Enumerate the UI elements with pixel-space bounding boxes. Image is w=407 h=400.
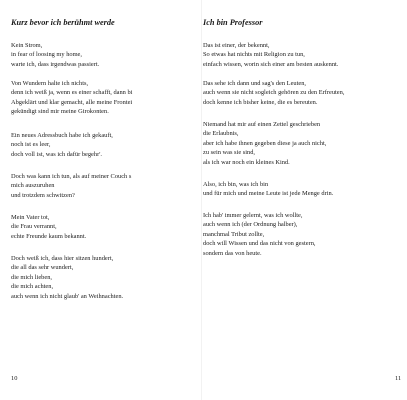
poem-line: denn ich weiß ja, wenn es einer schafft, dann bi — [11, 89, 133, 97]
stanza — [11, 213, 86, 241]
poem-line: Ein neues Adressbuch habe ich gekauft, — [11, 132, 113, 139]
poem-line: auch wenn ich nicht glaub' an Weihnachten. — [11, 292, 124, 300]
poem-line: doch kenne ich bisher keine, die es bereuten. — [203, 98, 318, 106]
poem-line: manchmal Tribut zollte, — [203, 230, 265, 238]
stanza — [11, 41, 99, 69]
stanza — [203, 41, 338, 69]
poem-line: noch ist es leer, — [11, 141, 51, 149]
poem-line: Ich hab' immer gelernt, was ich wollte, — [203, 212, 303, 219]
poem-line: Doch weiß ich, dass hier sitzen hundert, — [11, 255, 114, 262]
poem-line: die mich lieben, — [11, 273, 52, 281]
poem-line: die all das sehr wundert, — [11, 264, 74, 272]
stanza — [203, 120, 326, 167]
poem-line: die mich achten, — [11, 283, 54, 291]
left-page — [0, 0, 200, 400]
poem-line: Das sehe ich dann und sag's den Leuten, — [203, 80, 307, 87]
poem-line: Abgeklärt und klar gemacht, alle meine Frontei — [11, 98, 133, 106]
poem-line: Doch was kann ich tun, als auf meiner Couch s — [11, 173, 132, 180]
poem-line: und für mich und meine Leute ist jede Menge drin. — [203, 190, 334, 198]
poem-line: Also, ich bin, was ich bin — [203, 181, 269, 188]
gutter-divider — [201, 0, 202, 400]
stanza — [11, 79, 132, 117]
poem-line: mich auszuruhen — [11, 182, 55, 190]
stanza — [203, 180, 333, 199]
poem-line: gekündigt sind mir meine Girokonten. — [11, 108, 109, 116]
stanza — [11, 172, 131, 200]
poem-line: Mein Vater tot, — [11, 214, 50, 221]
poem-line: und trotzdem schwitzen? — [11, 191, 75, 199]
poem-title: Kurz bevor ich berühmt werde — [11, 18, 115, 27]
poem-line: als ich war noch ein kleines Kind. — [203, 158, 290, 166]
poem-line: doch will Wissen und das nicht von gestern, — [203, 240, 316, 248]
poem-line: Kein Strom, — [11, 42, 43, 49]
stanza — [11, 254, 123, 301]
poem-line: auch wenn ich (der Ordnung halber), — [203, 221, 298, 229]
page-number: 11 — [395, 375, 402, 382]
poem-line: zu sein was sie sind, — [203, 149, 256, 157]
poem-line: die Frau verrannt, — [11, 223, 57, 231]
poem-line: in fear of loosing my home, — [11, 51, 82, 59]
poem-line: auch wenn sie nicht sogleich gehören zu den Erfreuten, — [203, 89, 345, 97]
poem-line: warte ich, dass irgendwas passiert. — [11, 60, 100, 68]
page-number: 10 — [11, 375, 18, 382]
poem-line: sondern das von heute. — [203, 249, 262, 257]
poem-line: doch voll ist, was ich dafür begehr'. — [11, 150, 102, 158]
stanza — [11, 131, 113, 159]
stanza — [203, 211, 316, 258]
poem-line: Das ist einer, der bekennt, — [203, 42, 270, 49]
poem-title: Ich bin Professor — [203, 18, 263, 27]
poem-line: echte Freunde kaum bekannt. — [11, 232, 87, 240]
poem-line: Von Wundern halte ich nichts, — [11, 80, 89, 87]
poem-line: aber ich habe ihnen gegeben diese ja auch nicht, — [203, 139, 327, 147]
poem-line: die Erlaubnis, — [203, 130, 239, 138]
right-page — [203, 0, 407, 400]
stanza — [203, 79, 344, 107]
poem-line: Niemand hat mir auf einen Zettel geschrieben — [203, 121, 321, 128]
poem-line: So etwas hat nichts mit Religion zu tun, — [203, 51, 305, 59]
poem-line: einfach wissen, worin sich einer am besten auskennt. — [203, 60, 339, 68]
